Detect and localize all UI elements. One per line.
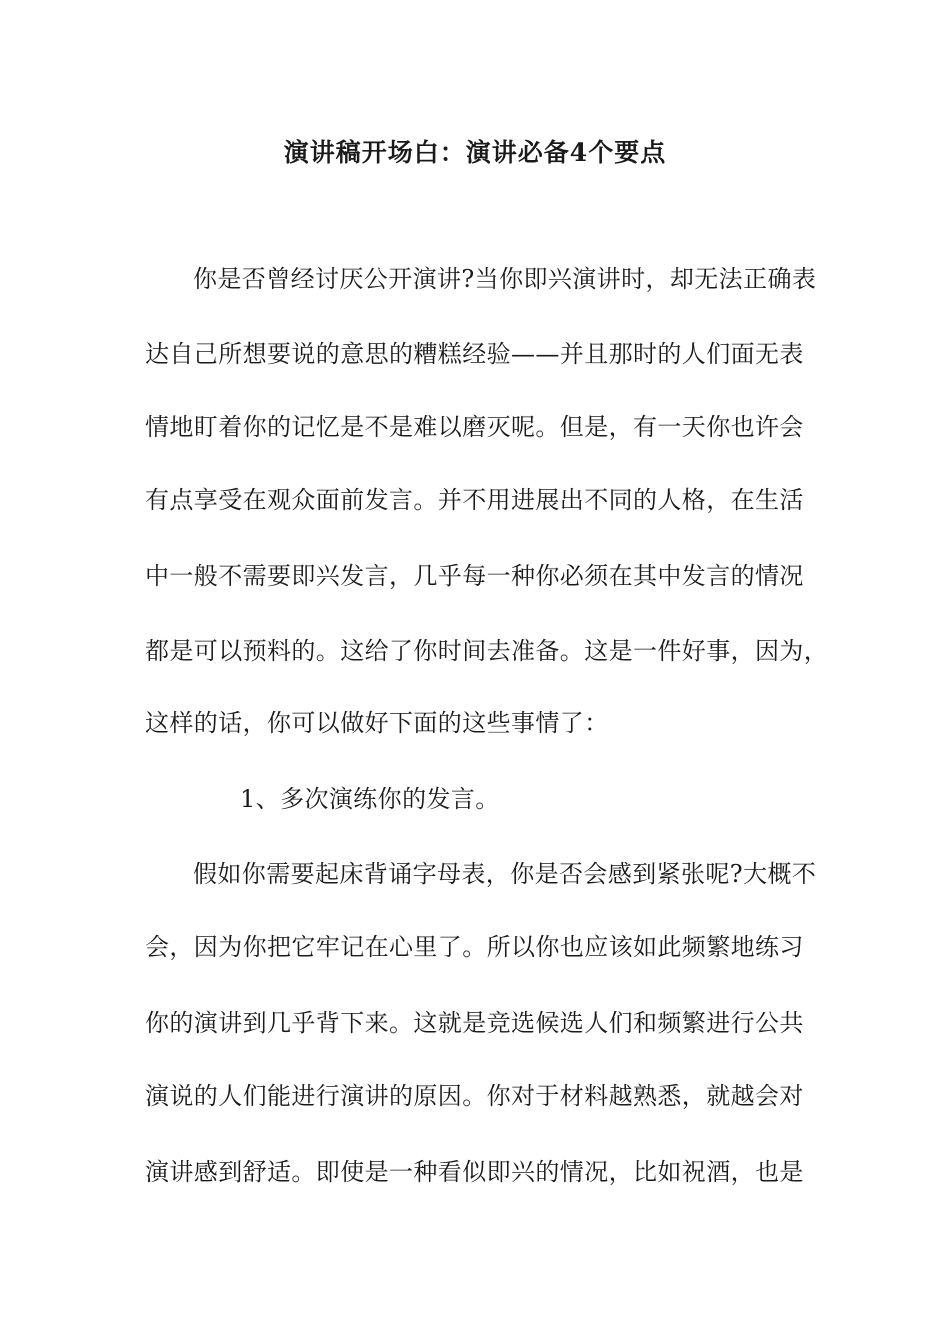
paragraph-2-line-4: 演说的人们能进行演讲的原因。你对于材料越熟悉，就越会对 [145,1082,804,1110]
paragraph-2-line-2: 会，因为你把它牢记在心里了。所以你也应该如此频繁地练习 [145,933,804,961]
paragraph-1-line-7: 这样的话，你可以做好下面的这些事情了： [145,709,609,737]
paragraph-1-line-5: 中一般不需要即兴发言，几乎每一种你必须在其中发言的情况 [145,562,804,590]
paragraph-2-line-5: 演讲感到舒适。即使是一种看似即兴的情况，比如祝酒，也是 [145,1158,804,1186]
document-title: 演讲稿开场白：演讲必备4个要点 [283,138,667,167]
list-item-heading: 1、多次演练你的发言。 [240,785,500,813]
paragraph-1-line-2: 达自己所想要说的意思的糟糕经验——并且那时的人们面无表 [145,340,804,368]
paragraph-2-line-1: 假如你需要起床背诵字母表，你是否会感到紧张呢?大概不 [193,860,817,888]
paragraph-1-line-3: 情地盯着你的记忆是不是难以磨灭呢。但是，有一天你也许会 [145,413,804,441]
paragraph-2-line-3: 你的演讲到几乎背下来。这就是竞选候选人们和频繁进行公共 [145,1009,804,1037]
paragraph-1-line-1: 你是否曾经讨厌公开演讲?当你即兴演讲时，却无法正确表 [193,265,817,293]
paragraph-1-line-6: 都是可以预料的。这给了你时间去准备。这是一件好事，因为， [145,637,829,665]
paragraph-1-line-4: 有点享受在观众面前发言。并不用进展出不同的人格，在生活 [145,486,804,514]
